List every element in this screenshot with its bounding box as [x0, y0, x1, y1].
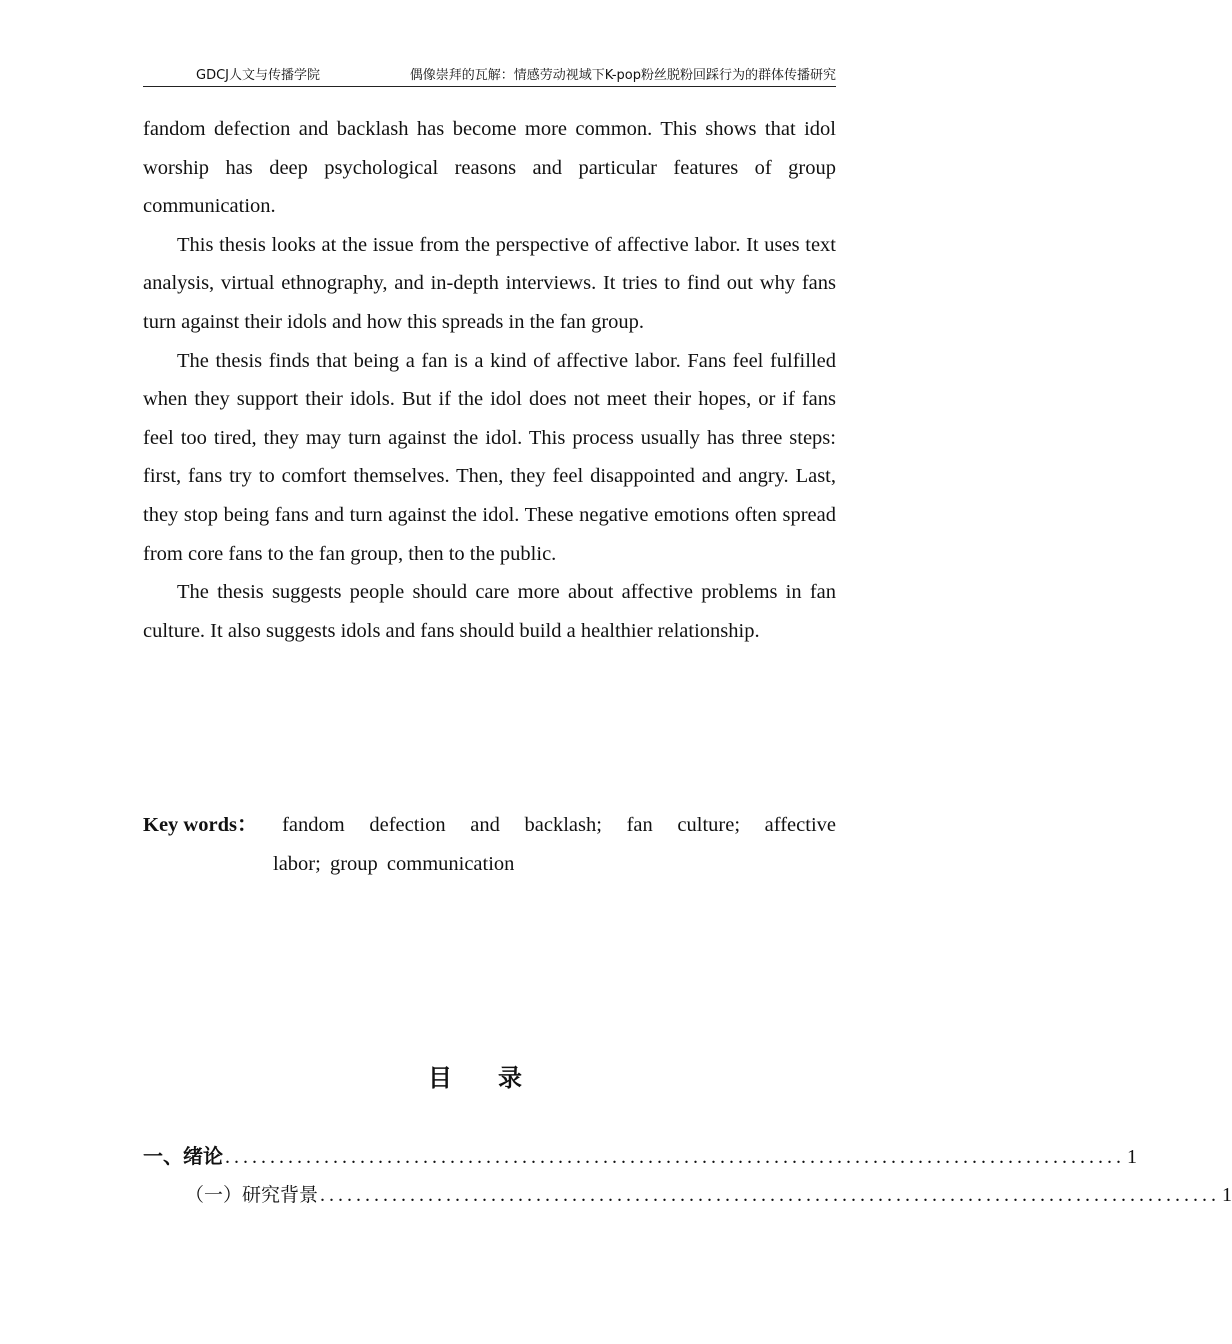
page-header [143, 66, 836, 87]
toc-page-number: 1 [1222, 1184, 1232, 1206]
toc-entry-introduction[interactable] [143, 1140, 1137, 1169]
toc-entry-label: （一）研究背景 [185, 1184, 319, 1206]
keyword-word: backlash; [524, 814, 602, 836]
toc-entry-research-background[interactable] [185, 1180, 1232, 1207]
toc-page-number: 1 [1127, 1146, 1137, 1168]
keyword-word: fan [626, 814, 653, 836]
keyword-word: affective [764, 814, 836, 836]
abstract-paragraph-2: This thesis looks at the issue from the perspective of affective labor. It uses text analysis, virtual ethnography, and in-depth interviews. It tries to find out why fans turn against their idols and how this spreads in the fan group. [143, 233, 836, 333]
keyword-word: and [470, 814, 500, 836]
keywords-line-2: labor; group communication [273, 852, 515, 875]
keyword-word: culture; [677, 814, 741, 836]
header-school: GDCJ人文与传播学院 [196, 68, 320, 83]
abstract-body [143, 110, 836, 650]
toc-title: 目录 [428, 1064, 568, 1092]
toc-entry-label: 一、绪论 [143, 1144, 223, 1168]
keywords-line-1 [143, 806, 836, 845]
keywords-label: Key words： [143, 814, 258, 836]
keyword-word: fandom [282, 814, 345, 836]
keyword-word: defection [369, 814, 446, 836]
abstract-paragraph-4: The thesis suggests people should care more about affective problems in fan culture. It also suggests idols and fans should build a healthier relationship. [143, 581, 836, 642]
toc-dot-leader: .................................................................................................... [320, 1184, 1221, 1206]
abstract-paragraph-1: fandom defection and backlash has become more common. This shows that idol worship has deep psychological reasons and particular features of group communication. [143, 118, 836, 218]
abstract-paragraph-3: The thesis finds that being a fan is a kind of affective labor. Fans feel fulfilled when they support their idols. But if the idol does not meet their hopes, or if fans feel too tired, they may turn against the idol. This process usually has three steps: first, fans try to comfort themselves. Then, they feel disappointed and angry. Last, they stop being fans and turn against the idol. These negative emotions often spread from core fans to the fan group, then to the public. [143, 349, 836, 565]
toc-dot-leader: .................................................................................................... [225, 1146, 1125, 1168]
keywords-block [143, 806, 836, 883]
header-thesis-title: 偶像崇拜的瓦解：情感劳动视域下K-pop粉丝脱粉回踩行为的群体传播研究 [409, 68, 836, 83]
